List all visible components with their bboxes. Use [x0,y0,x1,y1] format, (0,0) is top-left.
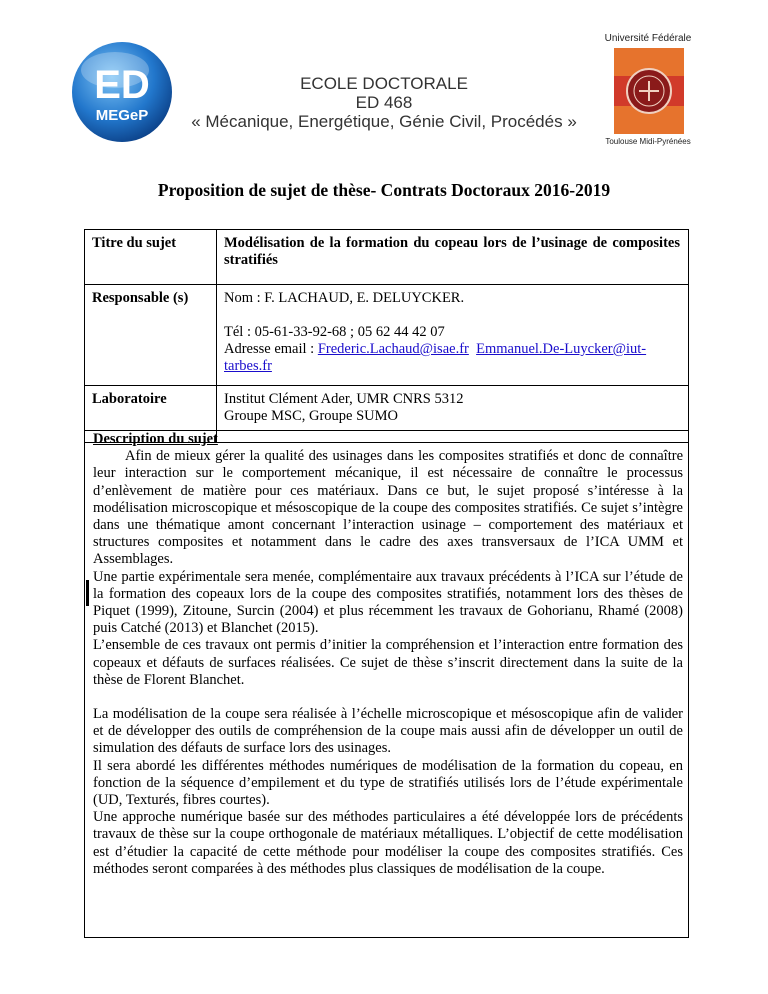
titre-value [224,235,680,269]
school-line-2: ED 468 [355,93,413,112]
info-table [84,229,689,443]
description-paragraph-4: La modélisation de la coupe sera réalisée à l’échelle microscopique et mésoscopique afin de valider et de développer des outils de compréhension de la coupe mais aussi afin de développer un outil de simulation des défauts de surface lors des usinages. [93,706,683,757]
email-link-lachaud[interactable]: Frederic.Lachaud@isae.fr [317,341,469,357]
logo-ed-text: ED [94,63,150,107]
school-line-3: « Mécanique, Energétique, Génie Civil, Procédés » [191,112,577,131]
description-heading: Description du sujet [93,431,218,447]
description-paragraph-3: L’ensemble de ces travaux ont permis d’initier la compréhension et l’interaction entre formation des copeaux et défauts de surfaces réalisées. Ce sujet de thèse s’inscrit directement dans la suite de la thèse de Florent Blanchet. [93,637,683,688]
description-paragraph-1: Afin de mieux gérer la qualité des usinages dans les composites stratifiés et donc de connaître leur interaction sur le comportement mécanique, il est nécessaire de connaître le processus d’enlèvement de matière pour ces matériaux. Dans ce but, le sujet proposé s’intéresse à la modélisation microscopique et mésoscopique de la coupe des composites stratifiés. Ce sujet s’intègre dans une thématique amont concernant l’interaction usinage – comportement des matériaux et structures composites et notamment dans le cadre des axes transversaux de l’ICA UMM et Assemblages. [93,448,683,568]
responsable-name: Nom : F. LACHAUD, E. DELUYCKER. [224,290,465,306]
school-line-1: ECOLE DOCTORALE [300,74,468,93]
email-prefix: Adresse email : [224,341,318,357]
universite-federale-logo [598,33,698,149]
laboratoire-line-2: Groupe MSC, Groupe SUMO [224,408,398,424]
univ-top-label: Université Fédérale [604,33,692,44]
laboratoire-line-1: Institut Clément Ader, UMR CNRS 5312 [224,391,464,407]
school-heading [150,74,618,131]
table-row-divider [85,284,688,285]
responsable-tel: Tél : 05-61-33-92-68 ; 05 62 44 42 07 [224,324,445,340]
description-paragraph-5: Il sera abordé les différentes méthodes numériques de modélisation de la formation du copeau, en fonction de la séquence d’empilement et du type de stratifiés utilisés lors de l’étude expérimentale (UD, Texturés, fibres courtes). [93,757,683,809]
description-box [84,430,689,938]
titre-value-text: Modélisation de la formation du copeau lors de l’usinage de composites stratifiés [224,235,680,268]
description-paragraph-6: Une approche numérique basée sur des méthodes particulaires a été développée lors de précédents travaux de thèse sur la coupe orthogonale de matériaux métalliques. L’objectif de cette modélisation est d’étudier la capacité de cette méthode pour modéliser la coupe des composites stratifiés. Ces méthodes seront comparées à des méthodes plus classiques de modélisation de la coupe. [93,809,683,877]
document-title: Proposition de sujet de thèse- Contrats Doctoraux 2016-2019 [157,180,611,200]
logo-megep-text: MEGeP [95,107,149,124]
responsable-label: Responsable (s) [92,290,189,306]
responsable-email [224,341,680,375]
email-link-deluycker[interactable]: Emmanuel.De-Luycker@iut-tarbes.fr [224,341,647,374]
description-text [93,431,683,878]
laboratoire-label: Laboratoire [92,391,167,407]
table-vertical-divider [216,230,217,442]
change-bar-marker [86,580,89,606]
univ-bottom-label: Toulouse Midi-Pyrénées [605,137,691,146]
table-row-divider [85,385,688,386]
description-paragraph-2: Une partie expérimentale sera menée, complémentaire aux travaux précédents à l’ICA sur l’étude de la formation des copeaux lors de la coupe des composites stratifiés, notamment lors des thèses de Piquet (1999), Zitoune, Surcin (2004) et plus récemment les travaux de Gohorianu, Rhamé (2008) puis Catché (2013) et Blanchet (2015). [93,568,683,637]
univ-seal-icon [614,48,684,134]
titre-label: Titre du sujet [92,235,177,251]
